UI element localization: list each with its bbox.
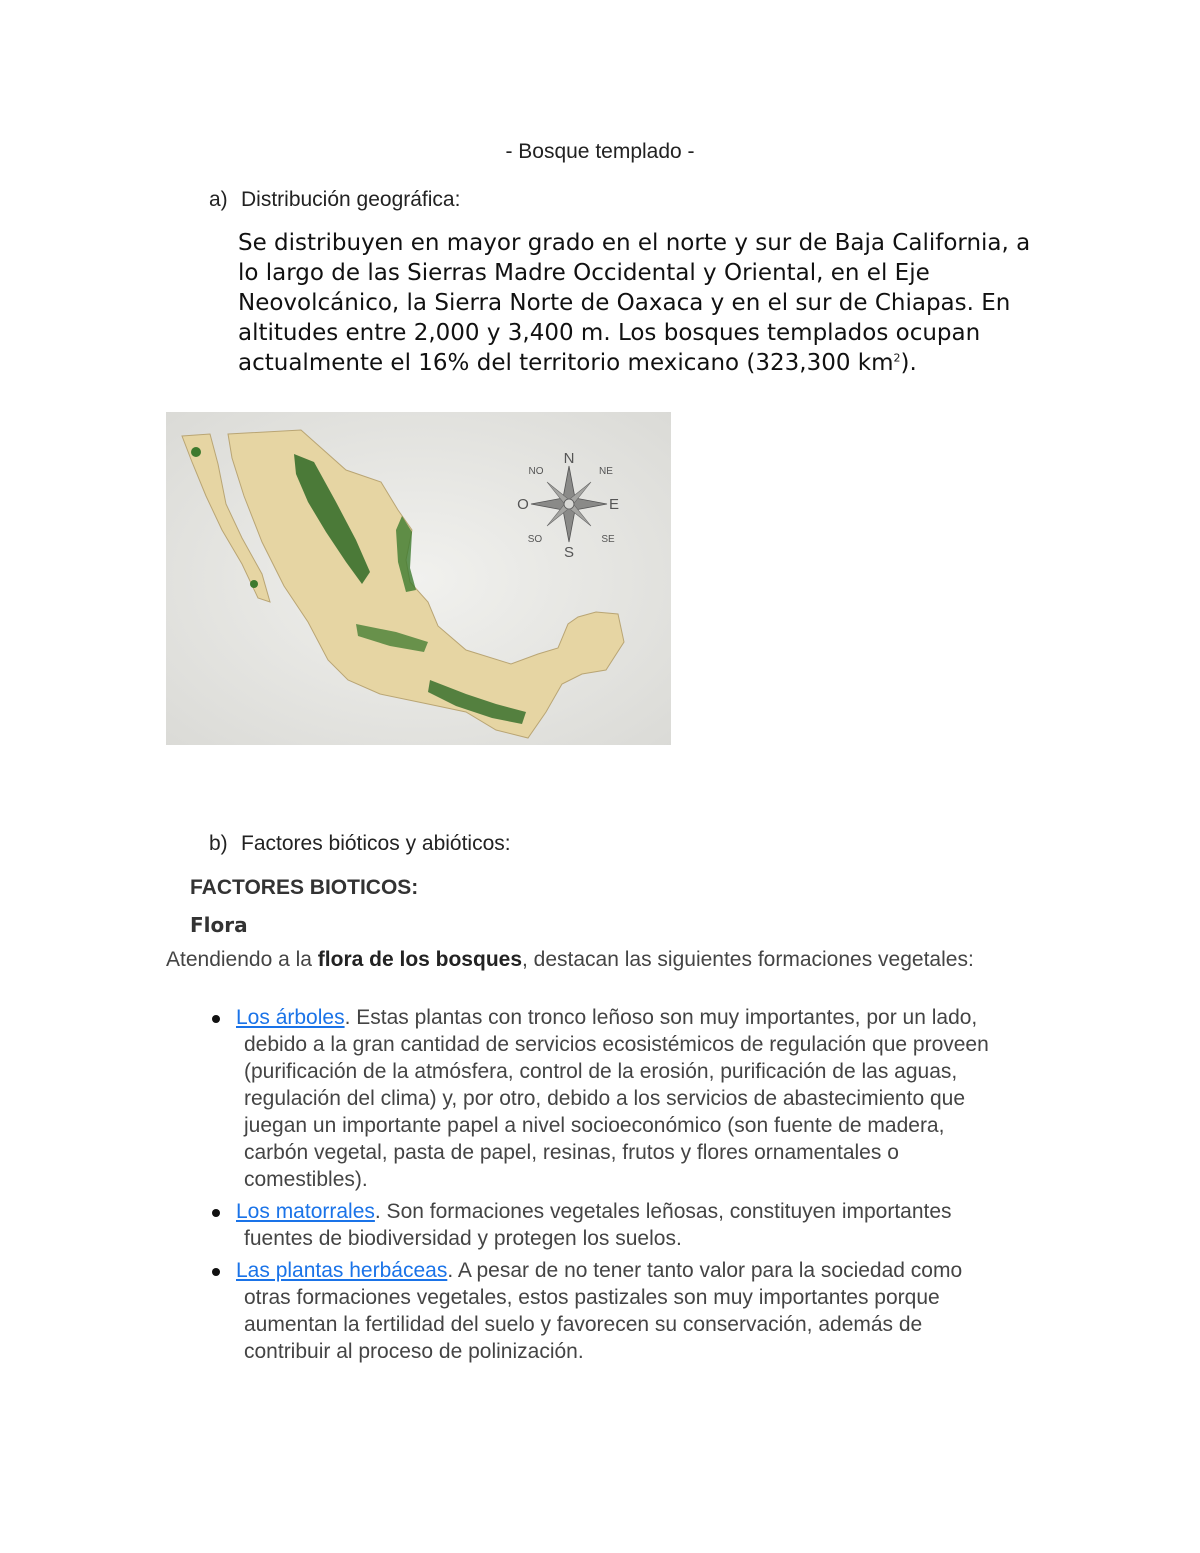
flora-intro-post: , destacan las siguientes formaciones vegetales: (522, 948, 974, 971)
bullet-icon (212, 1268, 220, 1276)
compass-label-northwest: NO (528, 466, 544, 477)
map-forest-baja-north (191, 447, 201, 457)
flora-list (166, 1004, 1026, 1370)
list-item (166, 1257, 1026, 1365)
distribution-paragraph: Se distribuyen en mayor grado en el norte y sur de Baja California, a lo largo de las Sierras Madre Occidental y Oriental, en el Eje Neovolcánico, la Sierra Norte de Oaxaca y en el sur de Chiapas. En altitudes entre 2,000 y 3,400 m. Los bosques templados ocupan actualmente el 16% del territorio mexicano (323,300 $km^2$). (238, 230, 1031, 376)
list-item (166, 1198, 1026, 1252)
bullet-icon (212, 1015, 220, 1023)
flora-intro-bold: flora de los bosques (317, 948, 523, 971)
compass-label-east: E (608, 496, 620, 513)
list-item-text: . Estas plantas con tronco leñoso son muy importantes, por un lado, debido a la gran cantidad de servicios ecosistémicos de regulación que proveen (purificación de la atmósfera, control de la erosión, purificación de las aguas, regulación del clima) y, por otro, debido a los servicios de abastecimiento que juegan un importante papel a nivel socioeconómico (son fuente de madera, carbón vegetal, pasta de papel, resinas, frutos y flores ornamentales o comestibles). (244, 1006, 989, 1191)
factores-bioticos-heading: FACTORES BIOTICOS: (190, 876, 419, 899)
compass-label-northeast: NE (599, 466, 613, 477)
link-los-arboles[interactable]: Los árboles (236, 1006, 345, 1029)
section-a-label: Distribución geográfica: (241, 188, 461, 211)
compass-label-north: N (563, 450, 575, 467)
page-title: - Bosque templado - (505, 140, 695, 163)
bullet-icon (212, 1209, 220, 1217)
map-forest-baja-south (250, 580, 258, 588)
compass-label-southwest: SO (527, 534, 543, 545)
link-los-matorrales[interactable]: Los matorrales (236, 1200, 375, 1223)
section-a-marker: a) (209, 188, 228, 211)
list-item-text: . Son formaciones vegetales leñosas, constituyen importantes fuentes de biodiversidad y protegen los suelos. (244, 1200, 952, 1250)
link-las-plantas-herbaceas[interactable]: Las plantas herbáceas (236, 1259, 448, 1282)
flora-intro-pre: Atendiendo a la (166, 948, 318, 971)
compass-label-west: O (517, 496, 529, 513)
flora-intro-paragraph (166, 946, 1026, 973)
compass-label-south: S (563, 544, 575, 561)
section-b-label: Factores bióticos y abióticos: (241, 832, 511, 855)
compass-label-southeast: SE (601, 534, 615, 545)
section-b-heading (209, 832, 511, 856)
mexico-forest-map (166, 412, 671, 745)
list-item (166, 1004, 1026, 1193)
section-a-heading (209, 188, 460, 212)
list-item-text: . A pesar de no tener tanto valor para la sociedad como otras formaciones vegetales, estos pastizales son muy importantes porque aumentan la fertilidad del suelo y favorecen su conservación, además de contribuir al proceso de polinización. (244, 1259, 963, 1363)
flora-heading: Flora (190, 913, 248, 937)
section-b-marker: b) (209, 832, 228, 855)
